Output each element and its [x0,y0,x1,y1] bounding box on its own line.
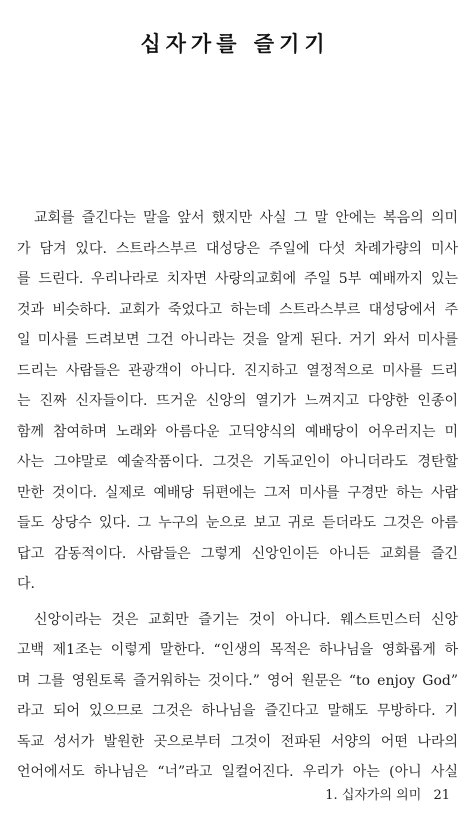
text-line: 답고 감동적이다. 사람들은 그렇게 신앙인이든 아니든 교회를 즐긴 [17,545,458,562]
text-line: 드리는 사람들은 관광객이 아니다. 진지하고 열정적으로 미사를 드리 [17,362,458,379]
text-line: 만한 것이다. 실제로 예배당 뒤편에는 그저 미사를 구경만 하는 사람 [17,484,458,501]
text-line: 라고 되어 있으므로 그것은 하나님을 즐긴다고 말해도 무방하다. 기 [17,703,458,719]
text-line: 를 드린다. 우리나라로 치자면 사랑의교회에 주일 5부 예배까지 있는 [17,271,458,287]
text-line: 교회를 즐긴다는 말을 앞서 했지만 사실 그 말 안에는 복음의 의미 [34,210,458,226]
page-footer [325,784,450,803]
text-line: 것과 비슷하다. 교회가 죽었다고 하는데 스트라스부르 대성당에서 주 [17,301,458,318]
text-line: 는 진짜 신자들이다. 뜨거운 신앙의 열기가 느껴지고 다양한 인종이 [17,393,458,409]
text-line: 고백 제1조는 이렇게 말한다. “인생의 목적은 하나님을 영화롭게 하 [17,642,458,658]
text-line: 다. [17,576,35,592]
text-line: 독교 성서가 발원한 곳으로부터 그것이 전파된 서양의 어떤 나라의 [17,733,458,750]
text-line: 며 그를 영원토록 즐거워하는 것이다.” 영어 원문은 “to enjoy God” [17,672,458,689]
page-number: 21 [433,788,450,803]
footer-chapter-label: 1. 십자가의 의미 [325,788,422,803]
text-line: 사는 그야말로 예술작품이다. 그것은 기독교인이 아니더라도 경탄할 [17,454,458,470]
text-line: 가 담겨 있다. 스트라스부르 대성당은 주일에 다섯 차례가량의 미사 [17,240,458,257]
chapter-title: 십자가를 즐기기 [140,32,330,56]
text-line: 일 미사를 드려보면 그건 아니라는 것을 알게 된다. 거기 와서 미사를 [17,332,458,348]
text-line: 들도 상당수 있다. 그 누구의 눈으로 보고 귀로 듣더라도 그것은 아름 [17,515,458,531]
text-line: 신앙이라는 것은 교회만 즐기는 것이 아니다. 웨스트민스터 신앙 [34,611,458,628]
text-line: 함께 참여하며 노래와 아름다운 고딕양식의 예배당이 어우러지는 미 [17,423,458,440]
text-line: 언어에서도 하나님은 “너”라고 일컬어진다. 우리가 아는 (아니 사실 [17,764,458,780]
